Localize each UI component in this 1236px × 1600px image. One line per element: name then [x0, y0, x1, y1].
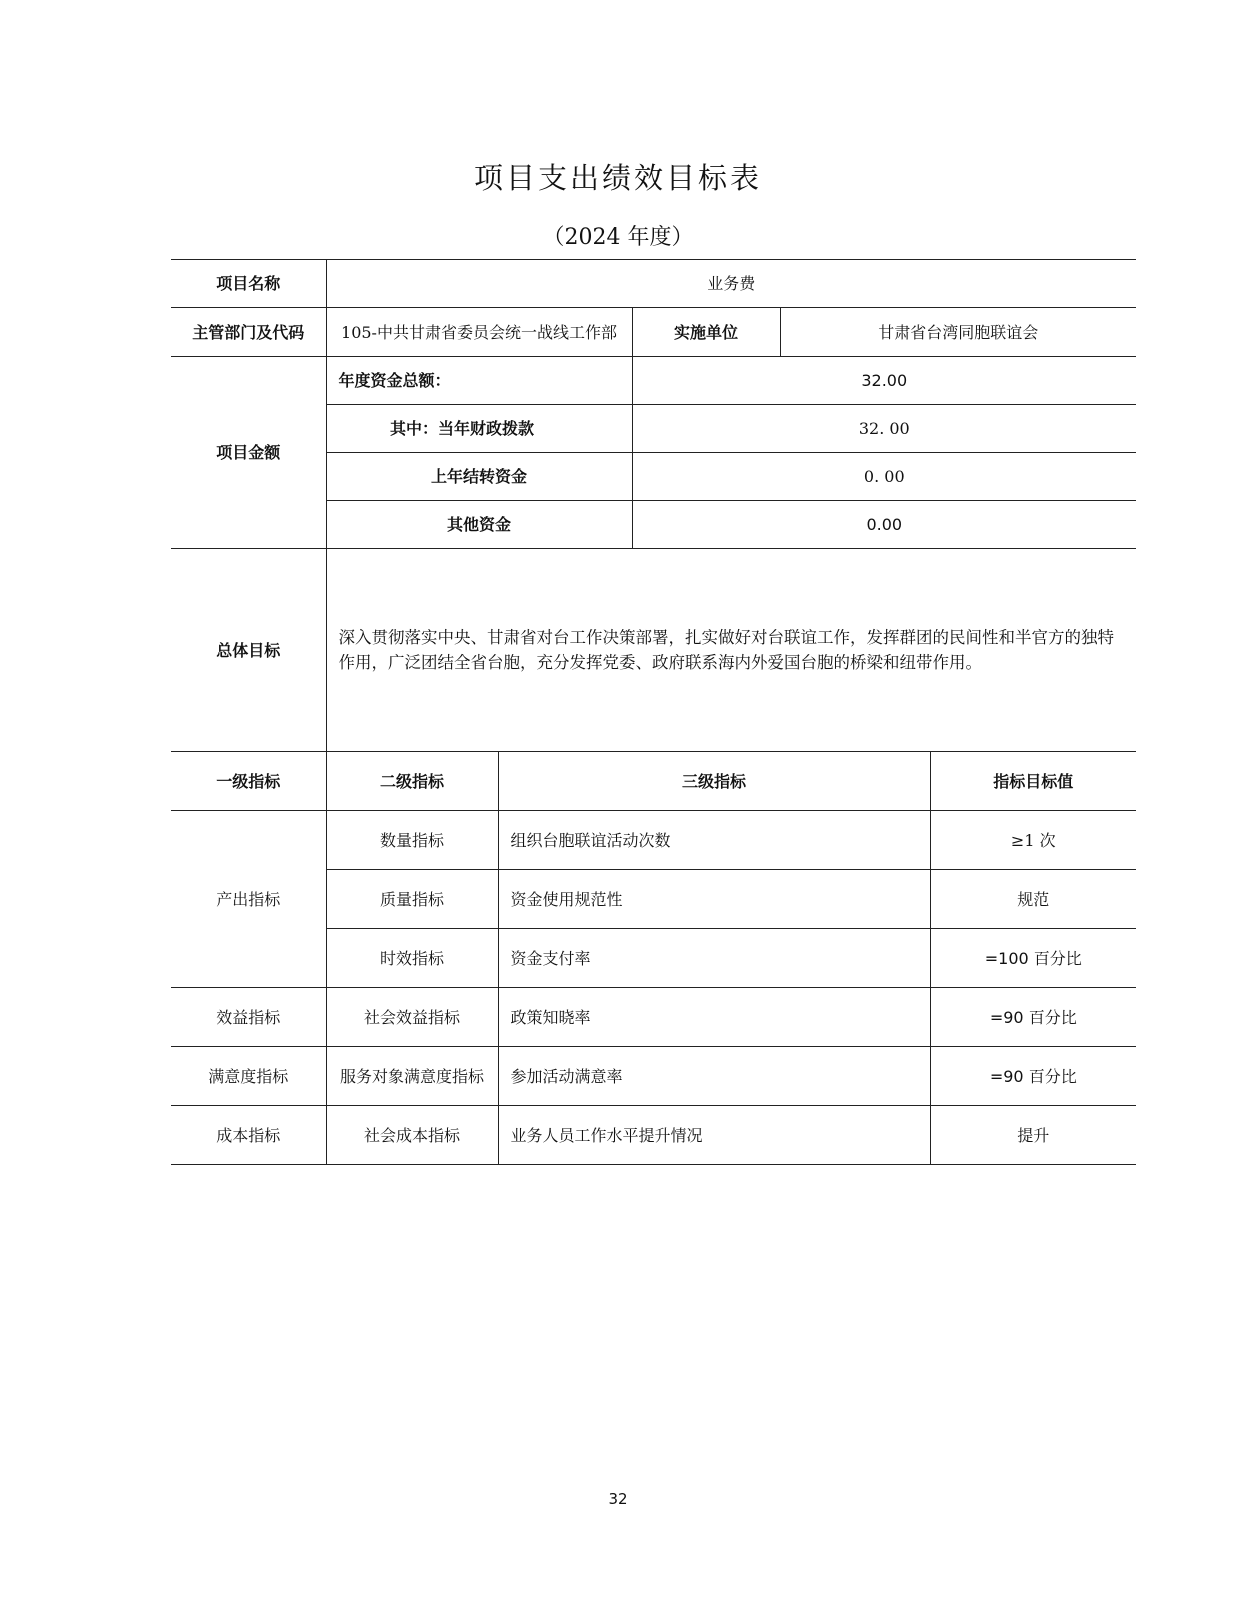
indicator-target: =100 百分比	[930, 929, 1136, 988]
indicator-level2: 质量指标	[326, 870, 498, 929]
indicator-level1: 产出指标	[171, 811, 326, 988]
header-level1: 一级指标	[171, 752, 326, 811]
amount-appropriation-label: 其中：当年财政拨款	[326, 405, 632, 453]
indicator-target: 提升	[930, 1106, 1136, 1165]
indicator-level2: 社会效益指标	[326, 988, 498, 1047]
project-name-label: 项目名称	[171, 260, 326, 308]
amount-label: 项目金额	[171, 357, 326, 549]
amount-carryover-label: 上年结转资金	[326, 453, 632, 501]
indicator-row	[171, 988, 1136, 1047]
amount-total-label: 年度资金总额：	[326, 357, 632, 405]
indicator-level1: 效益指标	[171, 988, 326, 1047]
department-row	[171, 308, 1136, 357]
indicator-level3: 资金支付率	[498, 929, 930, 988]
amount-row-total	[171, 357, 1136, 405]
header-target: 指标目标值	[930, 752, 1136, 811]
indicator-level2: 数量指标	[326, 811, 498, 870]
indicator-level1: 成本指标	[171, 1106, 326, 1165]
implementing-unit-label: 实施单位	[632, 308, 780, 357]
amount-other-label: 其他资金	[326, 501, 632, 549]
indicator-level2: 时效指标	[326, 929, 498, 988]
amount-carryover-value: 0. 00	[632, 453, 1136, 501]
page-subtitle: （2024 年度）	[542, 225, 694, 250]
overall-goal-label: 总体目标	[171, 549, 326, 752]
page-number: 32	[608, 1490, 628, 1508]
department-label: 主管部门及代码	[171, 308, 326, 357]
indicator-row	[171, 811, 1136, 870]
indicator-target: =90 百分比	[930, 988, 1136, 1047]
indicator-target: =90 百分比	[930, 1047, 1136, 1106]
indicator-level2: 服务对象满意度指标	[326, 1047, 498, 1106]
indicator-target: 规范	[930, 870, 1136, 929]
header-level3: 三级指标	[498, 752, 930, 811]
overall-goal-row	[171, 549, 1136, 752]
implementing-unit-value: 甘肃省台湾同胞联谊会	[780, 308, 1136, 357]
project-name-value: 业务费	[326, 260, 1136, 308]
project-name-row	[171, 260, 1136, 308]
indicator-level1: 满意度指标	[171, 1047, 326, 1106]
amount-total-value: 32.00	[632, 357, 1136, 405]
indicator-level3: 组织台胞联谊活动次数	[498, 811, 930, 870]
department-value: 105-中共甘肃省委员会统一战线工作部	[326, 308, 632, 357]
amount-appropriation-value: 32. 00	[632, 405, 1136, 453]
indicator-level3: 业务人员工作水平提升情况	[498, 1106, 930, 1165]
indicator-row	[171, 1047, 1136, 1106]
indicator-level3: 资金使用规范性	[498, 870, 930, 929]
performance-target-table	[171, 259, 1136, 1165]
overall-goal-text: 深入贯彻落实中央、甘肃省对台工作决策部署，扎实做好对台联谊工作，发挥群团的民间性和半官方的独特作用，广泛团结全省台胞，充分发挥党委、政府联系海内外爱国台胞的桥梁和纽带作用。	[326, 549, 1136, 752]
indicator-row	[171, 1106, 1136, 1165]
indicator-level3: 参加活动满意率	[498, 1047, 930, 1106]
indicator-target: ≥1 次	[930, 811, 1136, 870]
indicator-header-row	[171, 752, 1136, 811]
indicator-level2: 社会成本指标	[326, 1106, 498, 1165]
page-title: 项目支出绩效目标表	[473, 161, 762, 195]
header-level2: 二级指标	[326, 752, 498, 811]
amount-other-value: 0.00	[632, 501, 1136, 549]
indicator-level3: 政策知晓率	[498, 988, 930, 1047]
